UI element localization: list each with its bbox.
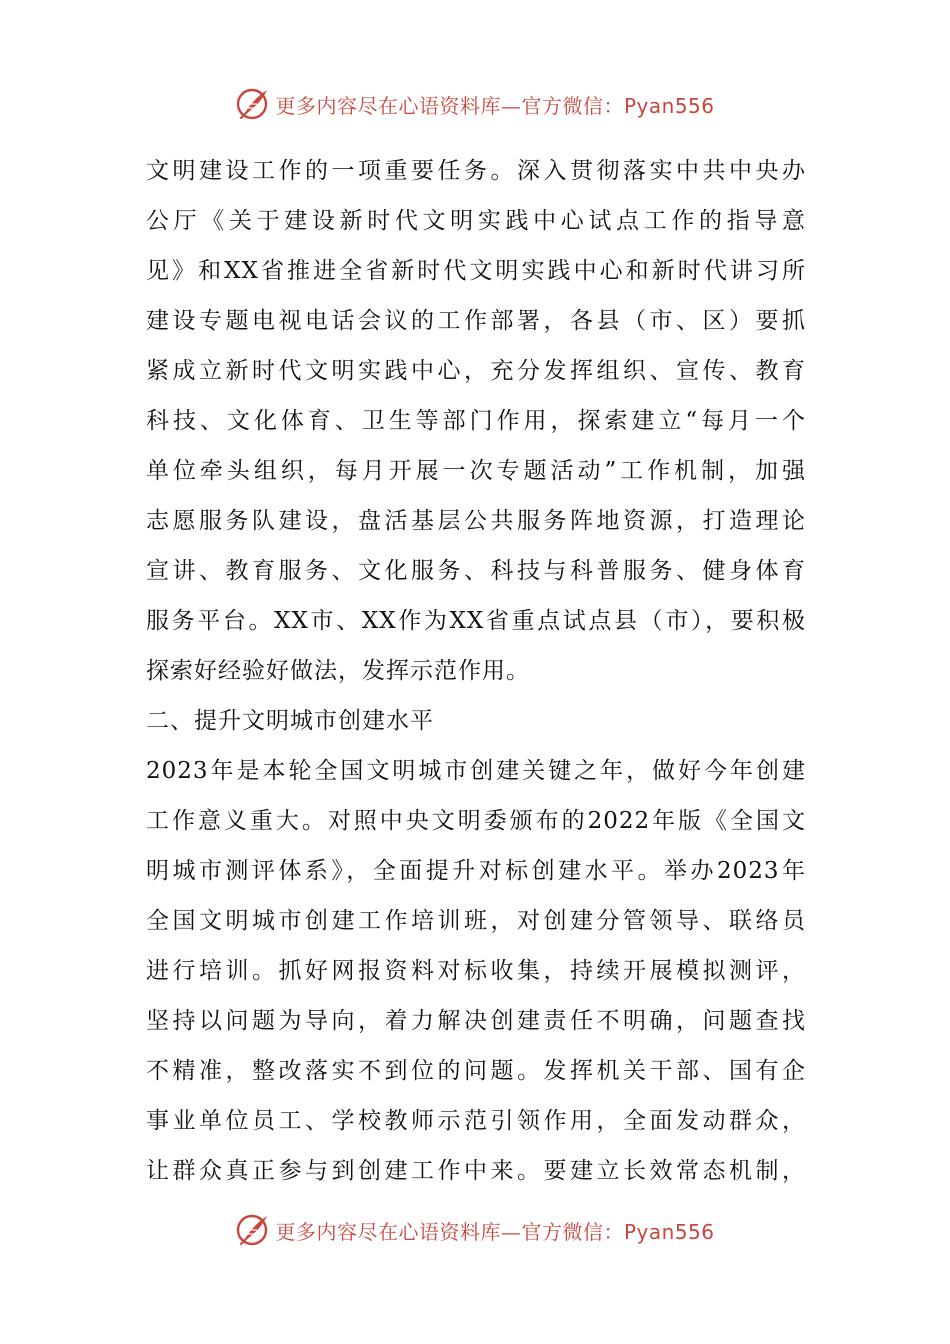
footer-banner-text	[275, 1216, 714, 1245]
body-text-line: 坚持以问题为导向，着力解决创建责任不明确，问题查找	[146, 1008, 806, 1034]
quill-pen-logo-icon	[235, 86, 271, 122]
footer-wechat-id: Pyan556	[623, 1219, 715, 1244]
body-text-line: 全国文明城市创建工作培训班，对创建分管领导、联络员	[146, 908, 806, 934]
header-brand-text: 更多内容尽在心语资料库	[275, 93, 501, 118]
quill-pen-logo-icon	[235, 1212, 271, 1248]
body-text-line: 紧成立新时代文明实践中心，充分发挥组织、宣传、教育	[146, 358, 806, 384]
body-text-line: 志愿服务队建设，盘活基层公共服务阵地资源，打造理论	[146, 508, 806, 534]
header-official-label: 官方微信：	[521, 93, 624, 118]
body-text-line: 事业单位员工、学校教师示范引领作用，全面发动群众，	[146, 1108, 806, 1134]
body-text-line: 让群众真正参与到创建工作中来。要建立长效常态机制，	[146, 1158, 806, 1184]
body-text-line: 2023年是本轮全国文明城市创建关键之年，做好今年创建	[146, 758, 806, 784]
header-banner-text	[275, 90, 714, 119]
body-text-line: 见》和XX省推进全省新时代文明实践中心和新时代讲习所	[146, 258, 806, 284]
footer-official-label: 官方微信：	[521, 1219, 624, 1244]
body-text-line: 服务平台。XX市、XX作为XX省重点试点县（市），要积极	[146, 608, 806, 634]
footer-banner	[0, 1210, 950, 1250]
body-text-line: 文明建设工作的一项重要任务。深入贯彻落实中共中央办	[146, 158, 806, 184]
body-text-line: 探索好经验好做法，发挥示范作用。	[146, 658, 530, 684]
body-text-line: 宣讲、教育服务、文化服务、科技与科普服务、健身体育	[146, 558, 806, 584]
body-text-line: 公厅《关于建设新时代文明实践中心试点工作的指导意	[146, 208, 806, 234]
body-text-line: 工作意义重大。对照中央文明委颁布的2022年版《全国文	[146, 808, 806, 834]
header-dash: —	[500, 93, 522, 118]
body-text-line: 科技、文化体育、卫生等部门作用，探索建立“每月一个	[146, 408, 806, 434]
document-body	[146, 146, 806, 1196]
body-text-line: 明城市测评体系》，全面提升对标创建水平。举办2023年	[146, 858, 806, 884]
header-wechat-id: Pyan556	[623, 93, 715, 118]
footer-brand-text: 更多内容尽在心语资料库	[275, 1219, 501, 1244]
footer-dash: —	[500, 1219, 522, 1244]
body-text-line: 不精准，整改落实不到位的问题。发挥机关干部、国有企	[146, 1058, 806, 1084]
body-text-line: 单位牵头组织，每月开展一次专题活动”工作机制，加强	[146, 458, 806, 484]
body-text-line: 建设专题电视电话会议的工作部署，各县（市、区）要抓	[146, 308, 806, 334]
section-heading: 二、提升文明城市创建水平	[146, 708, 434, 734]
body-text-line: 进行培训。抓好网报资料对标收集，持续开展模拟测评，	[146, 958, 806, 984]
header-banner	[0, 84, 950, 124]
